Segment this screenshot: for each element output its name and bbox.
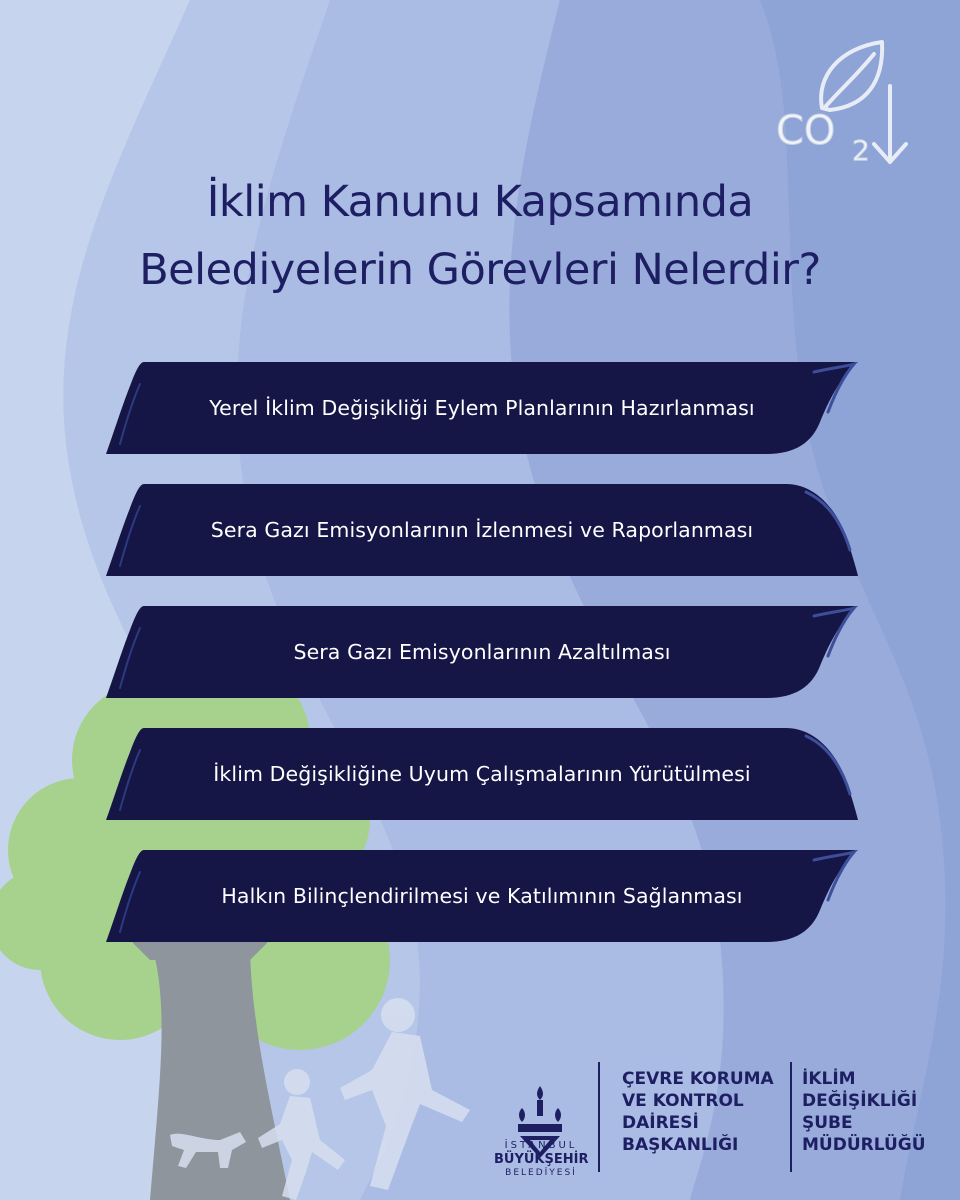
duty-item-4 [106, 728, 858, 820]
department-line: VE KONTROL [622, 1091, 744, 1111]
leaf-icon [821, 42, 882, 110]
branch-line: İKLİM [802, 1069, 856, 1089]
footer-divider [598, 1062, 600, 1172]
branch-line: MÜDÜRLÜĞÜ [802, 1135, 926, 1155]
logo-text-line-1: İSTANBUL [504, 1140, 578, 1151]
duty-item-1 [106, 362, 858, 454]
co2-reduction-badge [770, 36, 920, 176]
duty-label: Sera Gazı Emisyonlarının Azaltılması [293, 640, 671, 664]
footer-divider [790, 1062, 792, 1172]
duty-label: Yerel İklim Değişikliği Eylem Planlarının Hazırlanması [209, 396, 755, 420]
branch-name [802, 1068, 926, 1156]
duty-label: İklim Değişikliğine Uyum Çalışmalarının Yürütülmesi [213, 762, 751, 786]
branch-line: DEĞİŞİKLİĞİ [802, 1091, 918, 1111]
page-title [0, 168, 960, 304]
duty-item-3 [106, 606, 858, 698]
department-name [622, 1068, 774, 1156]
duty-label: Sera Gazı Emisyonlarının İzlenmesi ve Raporlanması [210, 518, 754, 542]
co2-text: CO [776, 108, 836, 154]
duty-label: Halkın Bilinçlendirilmesi ve Katılımının Sağlanması [221, 884, 743, 908]
branch-line: ŞUBE [802, 1113, 853, 1133]
logo-text-line-3: BELEDİYESİ [505, 1168, 577, 1178]
logo-text-line-2: BÜYÜKŞEHİR [494, 1152, 589, 1167]
co2-subscript: 2 [852, 134, 870, 167]
title-line-2: Belediyelerin Görevleri Nelerdir? [139, 245, 821, 295]
department-line: ÇEVRE KORUMA [622, 1069, 774, 1089]
department-line: DAİRESİ [622, 1113, 699, 1133]
department-line: BAŞKANLIĞI [622, 1135, 739, 1155]
arrow-down-icon [874, 86, 906, 162]
duty-item-5 [106, 850, 858, 942]
duty-item-2 [106, 484, 858, 576]
title-line-1: İklim Kanunu Kapsamında [206, 177, 754, 227]
